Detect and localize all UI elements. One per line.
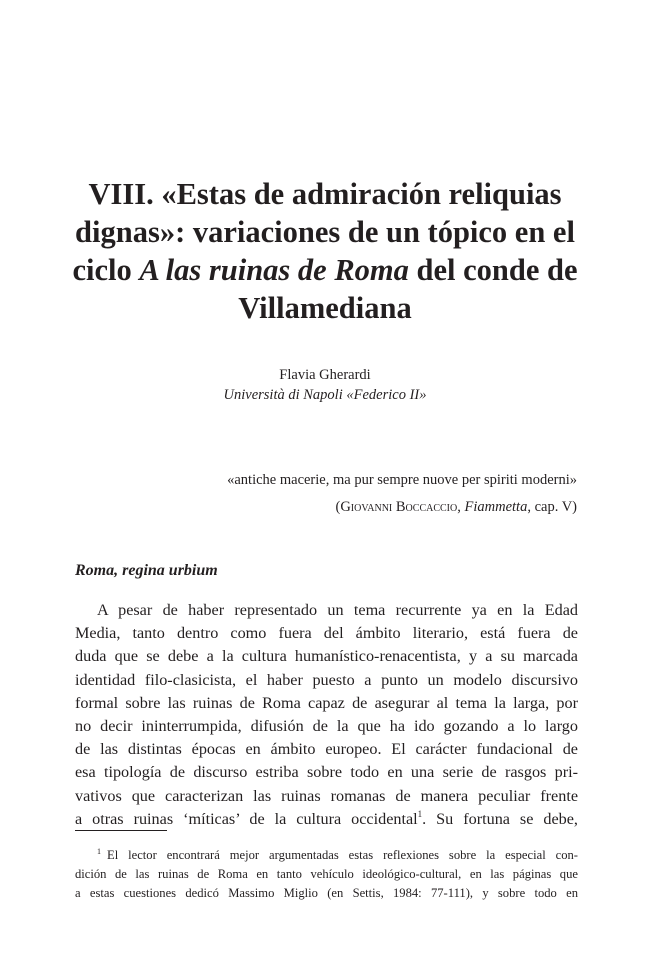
epigraph-source-author: Giovanni Boccaccio <box>340 499 458 515</box>
body-line: vativos que caracterizan las ruinas romanas de manera peculiar frente <box>75 786 578 805</box>
epigraph-source-work: Fiammetta <box>464 499 528 515</box>
footnotes <box>75 846 578 903</box>
body-line: duda que se debe a la cultura humanístico-renacentista, y a su marcada <box>75 647 578 666</box>
footnote-number: 1 <box>97 847 101 856</box>
body-line: no decir ininterrumpida, difusión de la que ha ido gozando a lo largo <box>75 716 578 735</box>
author-affiliation: Università di Napoli «Federico II» <box>223 387 427 403</box>
body-line: formal sobre las ruinas de Roma capaz de asegurar al tema la larga, por <box>75 693 578 712</box>
footnote-reference[interactable]: 1 <box>417 808 423 819</box>
epigraph-source-rest: , cap. V) <box>527 499 577 515</box>
footnote-line: a estas cuestiones dedicó Massimo Miglio (en Settis, 1984: 77-111), y sobre todo en <box>75 886 578 900</box>
body-line-last-before: a otras ruinas ‘míticas’ de la cultura occidental <box>75 809 418 828</box>
epigraph-source-sep: , <box>457 499 465 515</box>
footnote-line <box>75 846 578 865</box>
body-paragraph <box>75 599 578 831</box>
footnote-text: El lector encontrará mejor argumentadas estas reflexiones sobre la especial con- <box>107 848 578 862</box>
body-line: Media, tanto dentro como fuera del ámbito literario, está fuera de <box>75 624 578 643</box>
body-line: identidad filo-clasicista, el haber puesto a punto un modelo discursivo <box>75 670 578 689</box>
chapter-title-part2: del conde de Villamediana <box>238 253 578 325</box>
body-line-last-after: . Su fortuna se debe, <box>422 809 578 828</box>
chapter-title <box>60 175 590 327</box>
footnote-line: dición de las ruinas de Roma en tanto vehículo ideológico-cultural, en las páginas que <box>75 867 578 881</box>
epigraph-source-open: ( <box>335 499 341 515</box>
body-line-last <box>75 808 578 831</box>
author-name: Flavia Gherardi <box>279 367 371 383</box>
section-heading: Roma, regina urbium <box>75 562 218 579</box>
epigraph-source <box>335 497 577 517</box>
body-line: A pesar de haber representado un tema recurrente ya en la Edad <box>97 601 578 619</box>
body-line: esa tipología de discurso estriba sobre todo en una serie de rasgos pri- <box>75 763 578 782</box>
footnote-divider <box>75 830 167 831</box>
epigraph-quote: «antiche macerie, ma pur sempre nuove per spiriti moderni» <box>227 472 577 488</box>
body-line: de las distintas épocas en ámbito europeo. El carácter fundacional de <box>75 740 578 759</box>
chapter-title-part1: VIII. «Estas de admiración reliquias dignas»: variaciones de un tópico en el ciclo <box>72 177 575 287</box>
chapter-title-italic: A las ruinas de Roma <box>139 253 409 287</box>
